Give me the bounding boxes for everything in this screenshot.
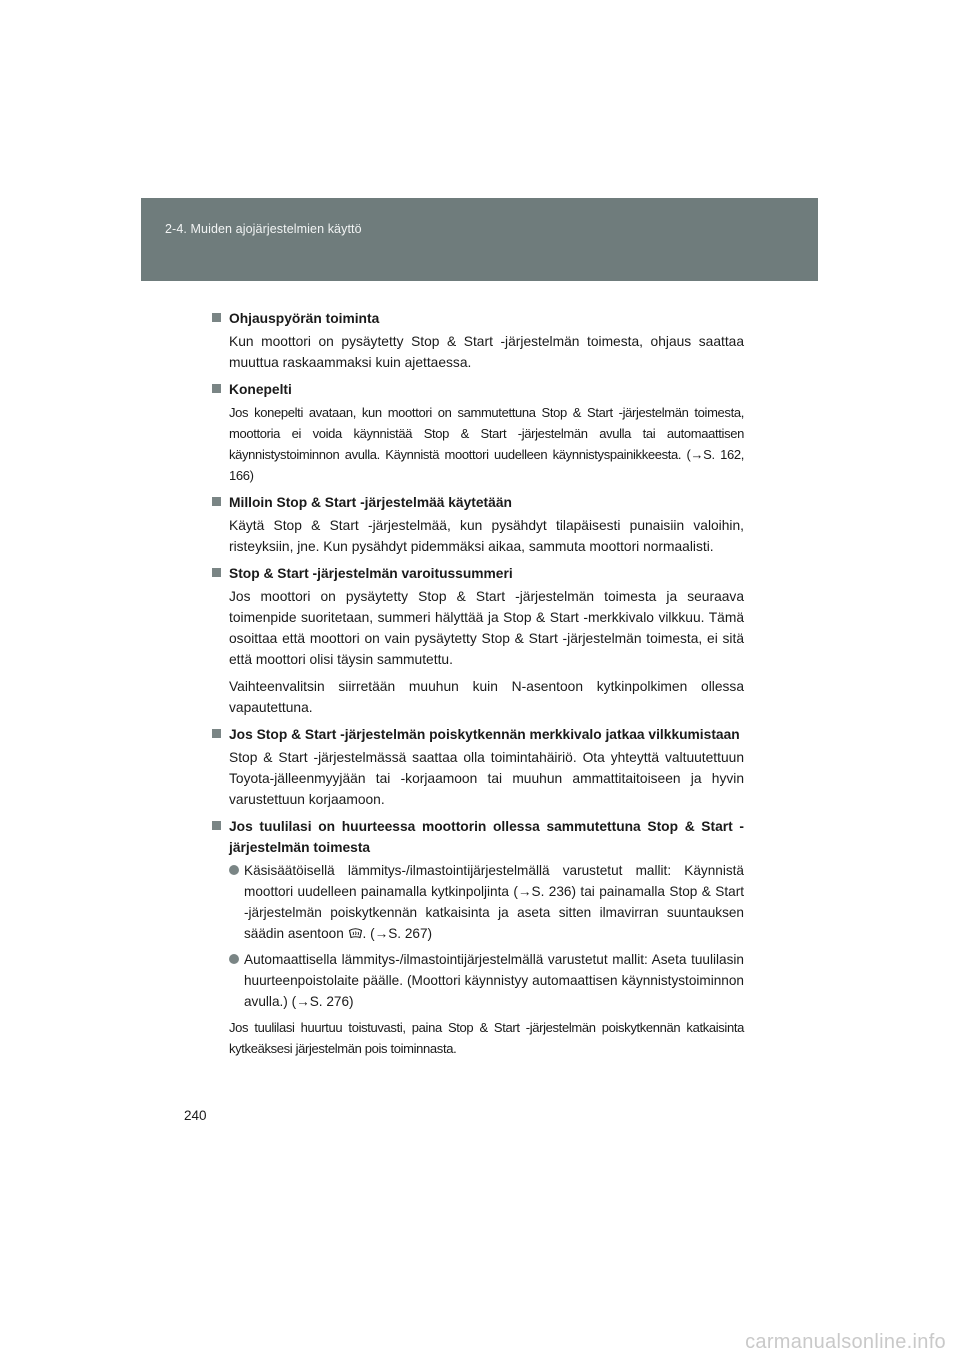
section-windshield-fogged: [212, 816, 744, 1059]
round-bullet-icon: [229, 954, 239, 964]
square-bullet-icon: [212, 729, 221, 738]
square-bullet-icon: [212, 568, 221, 577]
paragraph: Käytä Stop & Start -järjestelmää, kun pysähdyt tilapäisesti punaisiin valoihin, risteyksiin, jne. Kun pysähdyt pidemmäksi aikaa, sammuta moottori normaalisti.: [229, 518, 744, 554]
paragraph: Stop & Start -järjestelmässä saattaa olla toimintahäiriö. Ota yhteyttä valtuutettuun Toyota-jälleenmyyjään tai -korjaamoon tai muuhun ammattitaitoiseen ja hyvin varustettuun korjaamoon.: [229, 750, 744, 807]
list-item-text: Käsisäätöisellä lämmitys-/ilmastointijärjestelmällä varustetut mallit: Käynnistä moottori uudelleen painamalla kytkinpoljinta (→S. 236) tai painamalla Stop & Start -järjestelmän poiskytkennän katkaisinta ja aseta sitten ilmavirran suuntauksen säädin asentoon: [244, 863, 744, 941]
square-bullet-icon: [212, 497, 221, 506]
round-bullet-icon: [229, 865, 239, 875]
paragraph: Jos konepelti avataan, kun moottori on sammutettuna Stop & Start -järjestelmän toimesta, moottoria ei voida käynnistää Stop & Start -järjestelmän avulla tai automaattisen käynnistystoiminnon avulla. Käynnistä moottori uudelleen käynnistyspainikkeesta. (→S. 162, 166): [229, 405, 744, 483]
heading-text: Jos tuulilasi on huurteessa moottorin ollessa sammutettuna Stop & Start -järjestelmän toimesta: [229, 819, 744, 855]
section-heading: [212, 379, 744, 400]
list-item-text: Automaattisella lämmitys-/ilmastointijärjestelmällä varustetut mallit: Aseta tuulilasin huurteenpoistolaite päälle. (Moottori käynnistyy automaattisen käynnistystoiminnon avulla.) (→S. 276): [244, 952, 744, 1009]
heading-text: Milloin Stop & Start -järjestelmää käytetään: [229, 495, 512, 510]
page-number: 240: [184, 1108, 207, 1123]
paragraph: Jos moottori on pysäytetty Stop & Start -järjestelmän toimesta ja seuraava toimenpide suoritetaan, summeri hälyttää ja Stop & Start -merkkivalo vilkkuu. Tämä osoittaa että moottori on vain pysäytetty Stop & Start -järjestelmän toimesta, ei sitä että moottori olisi täysin sammutettu.: [229, 589, 744, 667]
watermark-text: carmanualsonline.info: [745, 1331, 946, 1353]
heading-text: Stop & Start -järjestelmän varoitussummeri: [229, 566, 513, 581]
square-bullet-icon: [212, 313, 221, 322]
list-item: [229, 860, 744, 944]
chapter-header-band: [141, 198, 818, 281]
paragraph: Vaihteenvalitsin siirretään muuhun kuin N-asentoon kytkinpolkimen ollessa vapautettuna.: [229, 679, 744, 715]
section-heading: [212, 724, 744, 745]
heading-text: Jos Stop & Start -järjestelmän poiskytkennän merkkivalo jatkaa vilkkumistaan: [229, 727, 740, 742]
page-content: [212, 308, 744, 1065]
section-steering: [212, 308, 744, 373]
section-heading: [212, 308, 744, 329]
section-heading: [212, 492, 744, 513]
heading-text: Konepelti: [229, 382, 292, 397]
paragraph: Jos tuulilasi huurtuu toistuvasti, paina Stop & Start -järjestelmän poiskytkennän katkaisinta kytkeäksesi järjestelmän pois toiminnasta.: [229, 1020, 744, 1056]
windshield-defroster-icon: [348, 926, 363, 940]
list-item-text: . (→S. 267): [362, 926, 433, 941]
square-bullet-icon: [212, 384, 221, 393]
chapter-title: 2-4. Muiden ajojärjestelmien käyttö: [165, 222, 362, 236]
square-bullet-icon: [212, 821, 221, 830]
section-indicator-blinking: [212, 724, 744, 810]
heading-text: Ohjauspyörän toiminta: [229, 311, 380, 326]
section-hood: [212, 379, 744, 486]
section-heading: [212, 816, 744, 858]
paragraph: Kun moottori on pysäytetty Stop & Start -järjestelmän toimesta, ohjaus saattaa muuttua raskaammaksi kuin ajettaessa.: [229, 334, 744, 370]
section-warning-buzzer: [212, 563, 744, 718]
section-heading: [212, 563, 744, 584]
section-when-to-use: [212, 492, 744, 557]
list-item: [229, 949, 744, 1012]
